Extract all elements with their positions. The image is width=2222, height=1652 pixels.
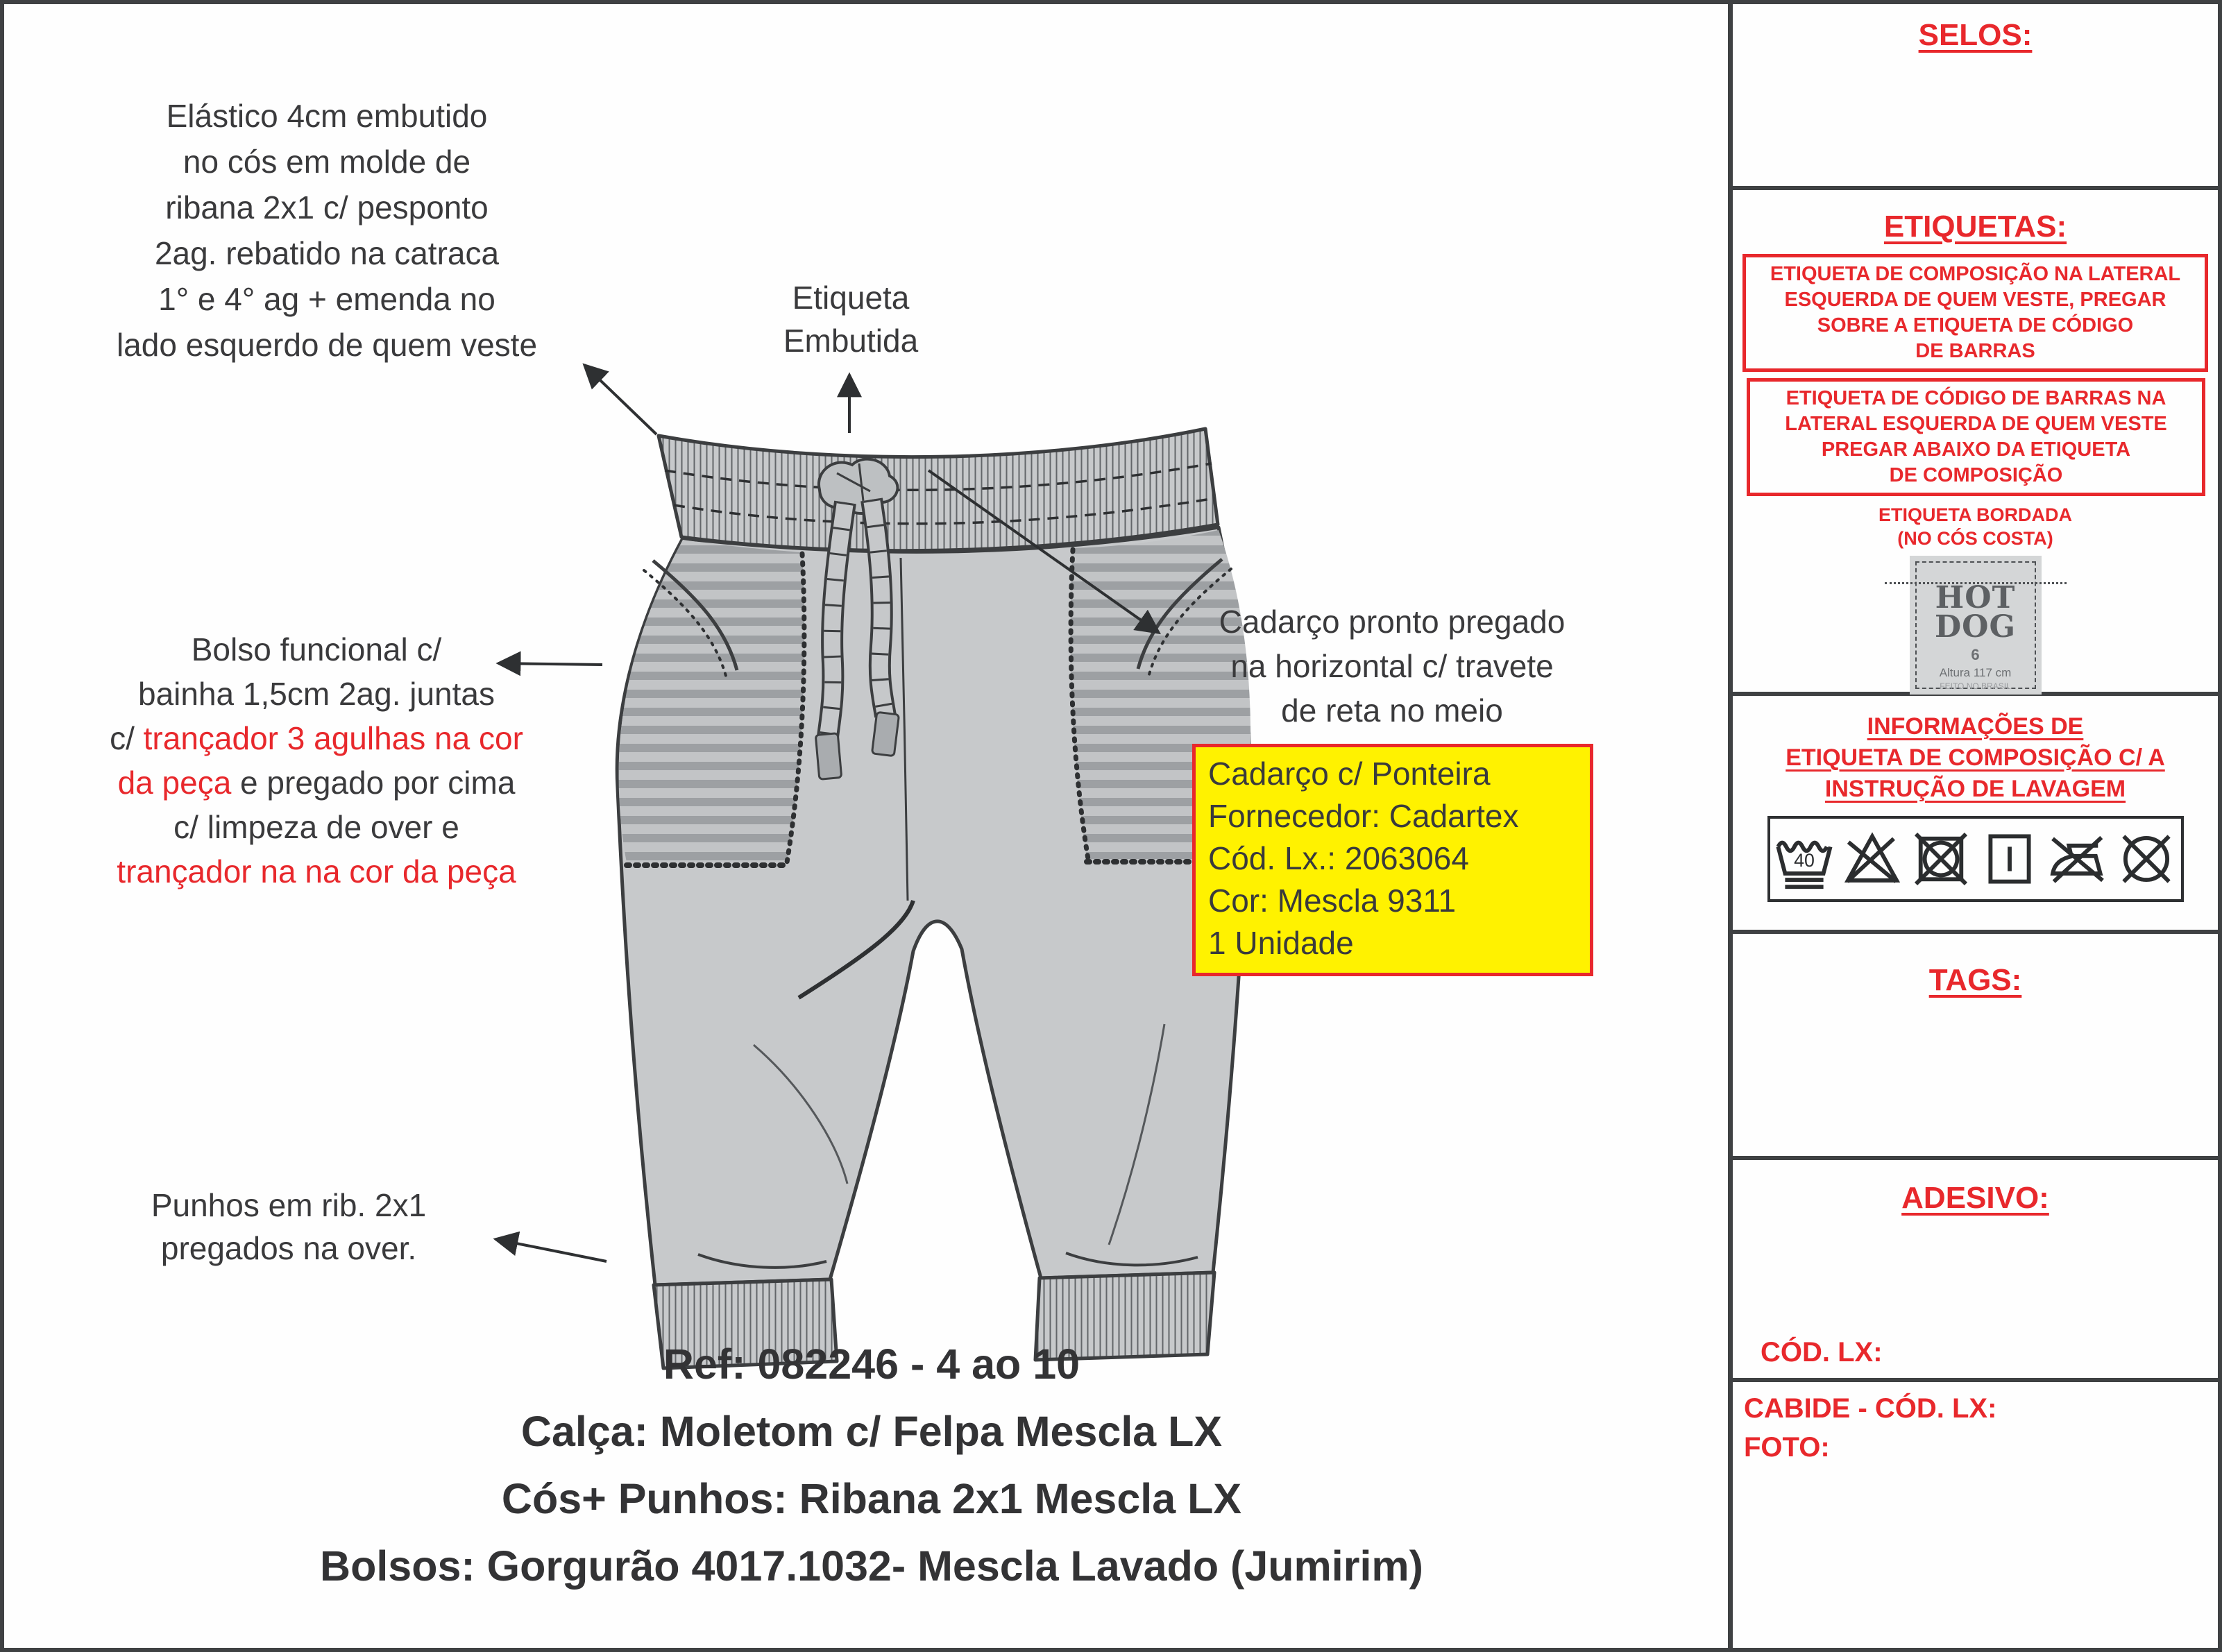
note-line: de reta no meio: [1281, 692, 1503, 729]
label-origin: FEITO NO BRASIL: [1940, 681, 2011, 691]
bordada-line: (NO CÓS COSTA): [1897, 528, 2053, 549]
barcode-label-note: [1747, 378, 2205, 496]
supplier-line: Cód. Lx.: 2063064: [1208, 840, 1469, 876]
note-segment: c/: [110, 720, 144, 756]
redbox-line: ESQUERDA DE QUEM VESTE, PREGAR: [1784, 289, 2166, 311]
note-line: Cadarço pronto pregado: [1219, 604, 1566, 640]
note-line: pregados na over.: [160, 1230, 417, 1266]
cod-lx-label: CÓD. LX:: [1761, 1337, 1883, 1368]
ref-line: Ref: 082246 - 4 ao 10: [663, 1340, 1080, 1388]
care-symbols-row: [1767, 816, 2184, 902]
drip-dry-icon: [1978, 827, 2042, 891]
note-line: 1° e 4° ag + emenda no: [158, 281, 495, 317]
brand-word: DOG: [1934, 609, 2017, 645]
redbox-line: PREGAR ABAIXO DA ETIQUETA: [1821, 438, 2131, 461]
do-not-dry-clean-icon: [2114, 827, 2178, 891]
note-line: Etiqueta: [792, 280, 910, 316]
foto-label: FOTO:: [1744, 1432, 1830, 1463]
ref-line: Bolsos: Gorgurão 4017.1032- Mescla Lavado (Jumirim): [320, 1542, 1423, 1590]
note-line: Embutida: [783, 323, 919, 359]
note-line: Elástico 4cm embutido: [166, 98, 488, 134]
note-line: lado esquerdo de quem veste: [116, 327, 538, 363]
wash-40-icon: [1772, 827, 1836, 891]
section-tags: [1733, 934, 2218, 1160]
bordada-note: [1733, 503, 2218, 550]
note-line: bainha 1,5cm 2ag. juntas: [137, 676, 495, 712]
arrow-punhos: [495, 1239, 607, 1261]
lavagem-title-line: ETIQUETA DE COMPOSIÇÃO C/ A: [1786, 744, 2165, 771]
supplier-line: Fornecedor: Cadartex: [1208, 798, 1519, 834]
note-segment-red: trançador 3 agulhas na cor: [143, 720, 523, 756]
supplier-info-box: [1192, 744, 1593, 976]
sidebar: [1728, 4, 2218, 1648]
section-etiquetas: [1733, 190, 2218, 696]
do-not-bleach-icon: [1840, 827, 1904, 891]
section-adesivo: [1733, 1160, 2218, 1382]
note-line: 2ag. rebatido na catraca: [154, 235, 500, 271]
ref-line: Calça: Moletom c/ Felpa Mescla LX: [520, 1408, 1223, 1455]
cabide-label: CABIDE - CÓD. LX:: [1744, 1393, 1997, 1424]
label-content: [1910, 556, 2042, 691]
arrow-elastico: [584, 365, 656, 434]
bordada-line: ETIQUETA BORDADA: [1878, 504, 2072, 525]
redbox-line: SOBRE A ETIQUETA DE CÓDIGO: [1817, 314, 2134, 337]
selos-title: SELOS:: [1918, 18, 2033, 52]
supplier-line: Cadarço c/ Ponteira: [1208, 756, 1491, 792]
etiquetas-title: ETIQUETAS:: [1883, 210, 2067, 244]
waistband: [659, 429, 1218, 551]
brand-word: HOT: [1935, 580, 2016, 615]
note-cadarco: [1180, 599, 1604, 733]
label-size: 6: [1971, 646, 1980, 663]
note-line-red: trançador na na cor da peça: [117, 853, 516, 889]
left-pocket: [619, 540, 804, 862]
note-line: ribana 2x1 c/ pesponto: [165, 189, 489, 225]
adesivo-title: ADESIVO:: [1901, 1181, 2049, 1215]
note-etiqueta-embutida: [750, 276, 951, 362]
ref-line: Cós+ Punhos: Ribana 2x1 Mescla LX: [501, 1475, 1242, 1522]
note-line: na horizontal c/ travete: [1230, 648, 1554, 684]
note-segment-red: da peça: [117, 765, 232, 801]
label-height: Altura 117 cm: [1939, 666, 2012, 679]
lavagem-title: [1733, 711, 2218, 805]
tags-title: TAGS:: [1928, 963, 2022, 997]
redbox-line: ETIQUETA DE COMPOSIÇÃO NA LATERAL: [1770, 263, 2181, 285]
note-line: no cós em molde de: [183, 144, 471, 180]
note-elastico: [32, 93, 622, 368]
lavagem-title-line: INFORMAÇÕES DE: [1867, 713, 2084, 740]
hotdog-brand-label: [1910, 556, 2042, 695]
supplier-line: 1 Unidade: [1208, 925, 1354, 961]
note-line: [39, 760, 594, 805]
svg-text:40: 40: [1793, 849, 1815, 871]
section-cabide-foto: [1733, 1382, 2218, 1648]
redbox-line: DE COMPOSIÇÃO: [1889, 464, 2063, 486]
composition-label-note: [1742, 254, 2208, 372]
note-line: [39, 716, 594, 760]
section-selos: [1733, 4, 2218, 190]
lavagem-title-line: INSTRUÇÃO DE LAVAGEM: [1824, 776, 2126, 802]
left-aglet: [815, 733, 841, 780]
do-not-iron-icon: [2046, 827, 2110, 891]
redbox-line: DE BARRAS: [1915, 340, 2035, 362]
note-line: Bolso funcional c/: [191, 631, 442, 667]
note-line: c/ limpeza de over e: [173, 809, 459, 845]
supplier-line: Cor: Mescla 9311: [1208, 883, 1457, 919]
redbox-line: LATERAL ESQUERDA DE QUEM VESTE: [1785, 413, 2167, 435]
section-lavagem: [1733, 696, 2218, 934]
note-bolso: [39, 627, 594, 894]
note-line: Punhos em rib. 2x1: [151, 1187, 427, 1223]
right-aglet: [872, 712, 899, 756]
note-segment: e pregado por cima: [231, 765, 516, 801]
redbox-line: ETIQUETA DE CÓDIGO DE BARRAS NA: [1786, 387, 2166, 409]
reference-block: [87, 1331, 1656, 1600]
note-punhos: [108, 1184, 469, 1270]
do-not-tumble-dry-icon: [1909, 827, 1973, 891]
